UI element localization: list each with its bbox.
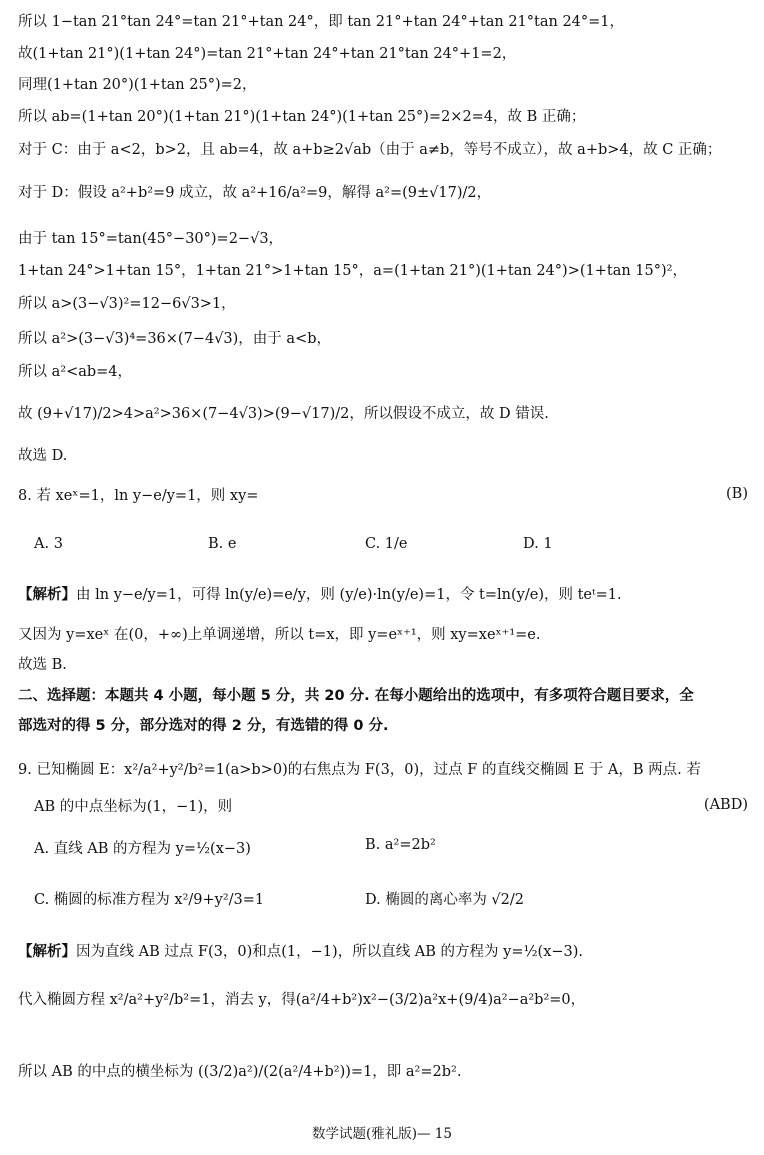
jiexi-label: 【解析】 [18, 587, 76, 603]
text-line: 1+tan 24°>1+tan 15°，1+tan 21°>1+tan 15°，a=(1+tan 21°)(1+tan 24°)>(1+tan 15°)²， [18, 263, 687, 279]
text-line: 所以 a>(3−√3)²=12−6√3>1， [18, 296, 236, 312]
question-8-stem: 8. 若 xeˣ=1，ln y−e/y=1，则 xy= [18, 488, 259, 504]
page-footer: 数学试题(雅礼版)— 15 [311, 1126, 452, 1142]
text-line: 所以 a²>(3−√3)⁴=36×(7−4√3)，由于 a<b， [18, 331, 331, 347]
text-line: 由于 tan 15°=tan(45°−30°)=2−√3， [18, 231, 284, 247]
section-heading-cont: 部选对的得 5 分，部分选对的得 2 分，有选错的得 0 分. [18, 718, 389, 734]
text-line: 所以 ab=(1+tan 20°)(1+tan 21°)(1+tan 24°)(1+tan 25°)=2×2=4，故 B 正确； [18, 109, 586, 125]
text-line: 同理(1+tan 20°)(1+tan 25°)=2， [18, 77, 257, 93]
text-line: 故选 B. [18, 657, 67, 673]
q8-option-b: B. e [208, 536, 237, 552]
text-line: 代入椭圆方程 x²/a²+y²/b²=1，消去 y，得(a²/4+b²)x²−(3/2)a²x+(9/4)a²−a²b²=0， [18, 992, 586, 1008]
text-line: 所以 1−tan 21°tan 24°=tan 21°+tan 24°，即 tan 21°+tan 24°+tan 21°tan 24°=1， [18, 14, 625, 30]
question-9-answer: (ABD) [703, 797, 748, 813]
q9-option-a: A. 直线 AB 的方程为 y=½(x−3) [34, 841, 251, 857]
section-heading: 二、选择题：本题共 4 小题，每小题 5 分，共 20 分. 在每小题给出的选项中，有多项符合题目要求，全 [18, 688, 694, 704]
text-line: 又因为 y=xeˣ 在(0，+∞)上单调递增，所以 t=x，即 y=eˣ⁺¹，则 xy=xeˣ⁺¹=e. [18, 627, 541, 643]
q9-option-d: D. 椭圆的离心率为 √2/2 [365, 892, 525, 908]
text-line: 故选 D. [18, 448, 68, 464]
question-9-stem-cont: AB 的中点坐标为(1，−1)，则 [34, 799, 233, 815]
text-line: 所以 AB 的中点的横坐标为 ((3/2)a²)/(2(a²/4+b²))=1，即 a²=2b². [18, 1064, 462, 1080]
question-9-stem: 9. 已知椭圆 E：x²/a²+y²/b²=1(a>b>0)的右焦点为 F(3，0)，过点 F 的直线交椭圆 E 于 A，B 两点. 若 [18, 762, 701, 778]
question-8-answer: (B) [726, 486, 748, 502]
text-line: 对于 D：假设 a²+b²=9 成立，故 a²+16/a²=9，解得 a²=(9±√17)/2， [18, 185, 492, 201]
q9-jiexi: 【解析】因为直线 AB 过点 F(3，0)和点(1，−1)，所以直线 AB 的方程为 y=½(x−3). [18, 944, 584, 960]
text-line: 故 (9+√17)/2>4>a²>36×(7−4√3)>(9−√17)/2，所以假设不成立，故 D 错误. [18, 406, 549, 422]
q9-option-c: C. 椭圆的标准方程为 x²/9+y²/3=1 [34, 892, 265, 908]
q8-option-a: A. 3 [34, 536, 63, 552]
q8-jiexi: 【解析】由 ln y−e/y=1，可得 ln(y/e)=e/y，则 (y/e)·ln(y/e)=1，令 t=ln(y/e)，则 teᵗ=1. [18, 587, 622, 603]
q8-option-d: D. 1 [523, 536, 553, 552]
q9-option-b: B. a²=2b² [365, 837, 436, 853]
q8-option-c: C. 1/e [365, 536, 408, 552]
jiexi-label: 【解析】 [18, 944, 76, 960]
text-line: 所以 a²<ab=4， [18, 364, 133, 380]
text-line: 对于 C：由于 a<2，b>2，且 ab=4，故 a+b≥2√ab（由于 a≠b，等号不成立），故 a+b>4，故 C 正确； [18, 142, 722, 158]
text-line: 故(1+tan 21°)(1+tan 24°)=tan 21°+tan 24°+tan 21°tan 24°+1=2， [18, 46, 517, 62]
